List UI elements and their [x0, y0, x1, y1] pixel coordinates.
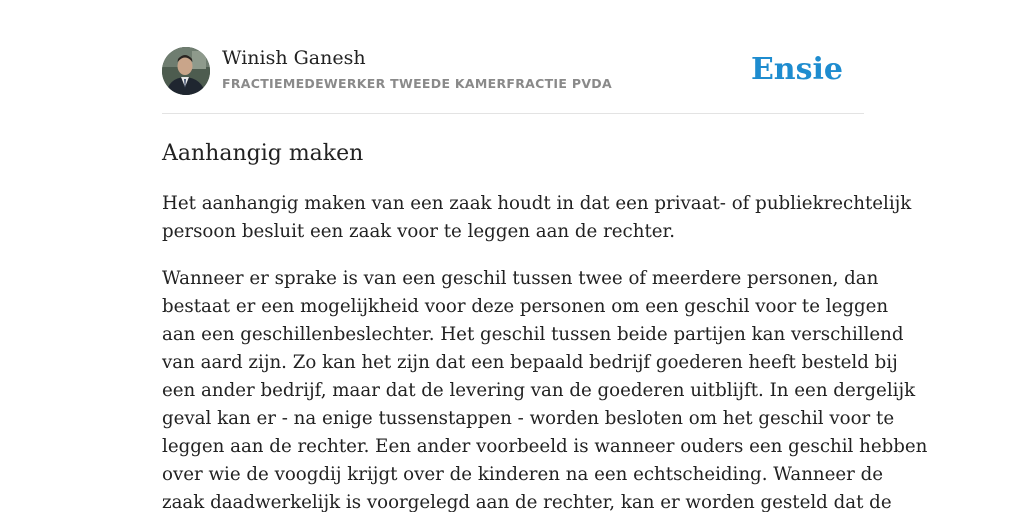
- paragraph-line: van aard zijn. Zo kan het zijn dat een bepaald bedrijf goederen heeft besteld bij: [162, 352, 898, 373]
- author-header: [162, 46, 864, 114]
- article-paragraph-1: [162, 190, 912, 246]
- paragraph-line: leggen aan de rechter. Een ander voorbeeld is wanneer ouders een geschil hebben: [162, 436, 928, 457]
- author-role: FRACTIEMEDEWERKER TWEEDE KAMERFRACTIE PVDA: [222, 76, 612, 91]
- paragraph-line: aan een geschillenbeslechter. Het geschil tussen beide partijen kan verschillend: [162, 324, 904, 345]
- paragraph-line: bestaat er een mogelijkheid voor deze personen om een geschil voor te leggen: [162, 296, 889, 317]
- avatar[interactable]: [162, 47, 210, 95]
- paragraph-line: een ander bedrijf, maar dat de levering van de goederen uitblijft. In een dergelijk: [162, 380, 916, 401]
- paragraph-line: persoon besluit een zaak voor te leggen aan de rechter.: [162, 221, 675, 242]
- paragraph-line: Het aanhangig maken van een zaak houdt in dat een privaat- of publiekrechtelijk: [162, 193, 912, 214]
- paragraph-line: Wanneer er sprake is van een geschil tussen twee of meerdere personen, dan: [162, 268, 879, 289]
- article-container: [162, 46, 928, 512]
- author-name[interactable]: Winish Ganesh: [222, 47, 366, 69]
- paragraph-line: zaak daadwerkelijk is voorgelegd aan de rechter, kan er worden gesteld dat de: [162, 492, 892, 512]
- article-title: Aanhangig maken: [162, 141, 364, 166]
- paragraph-line: geval kan er - na enige tussenstappen - worden besloten om het geschil voor te: [162, 408, 895, 429]
- avatar-photo-icon: [162, 47, 210, 95]
- paragraph-line: over wie de voogdij krijgt over de kinderen na een echtscheiding. Wanneer de: [162, 464, 884, 485]
- article-paragraph-2: [162, 265, 928, 512]
- brand-logo[interactable]: Ensie: [750, 52, 843, 87]
